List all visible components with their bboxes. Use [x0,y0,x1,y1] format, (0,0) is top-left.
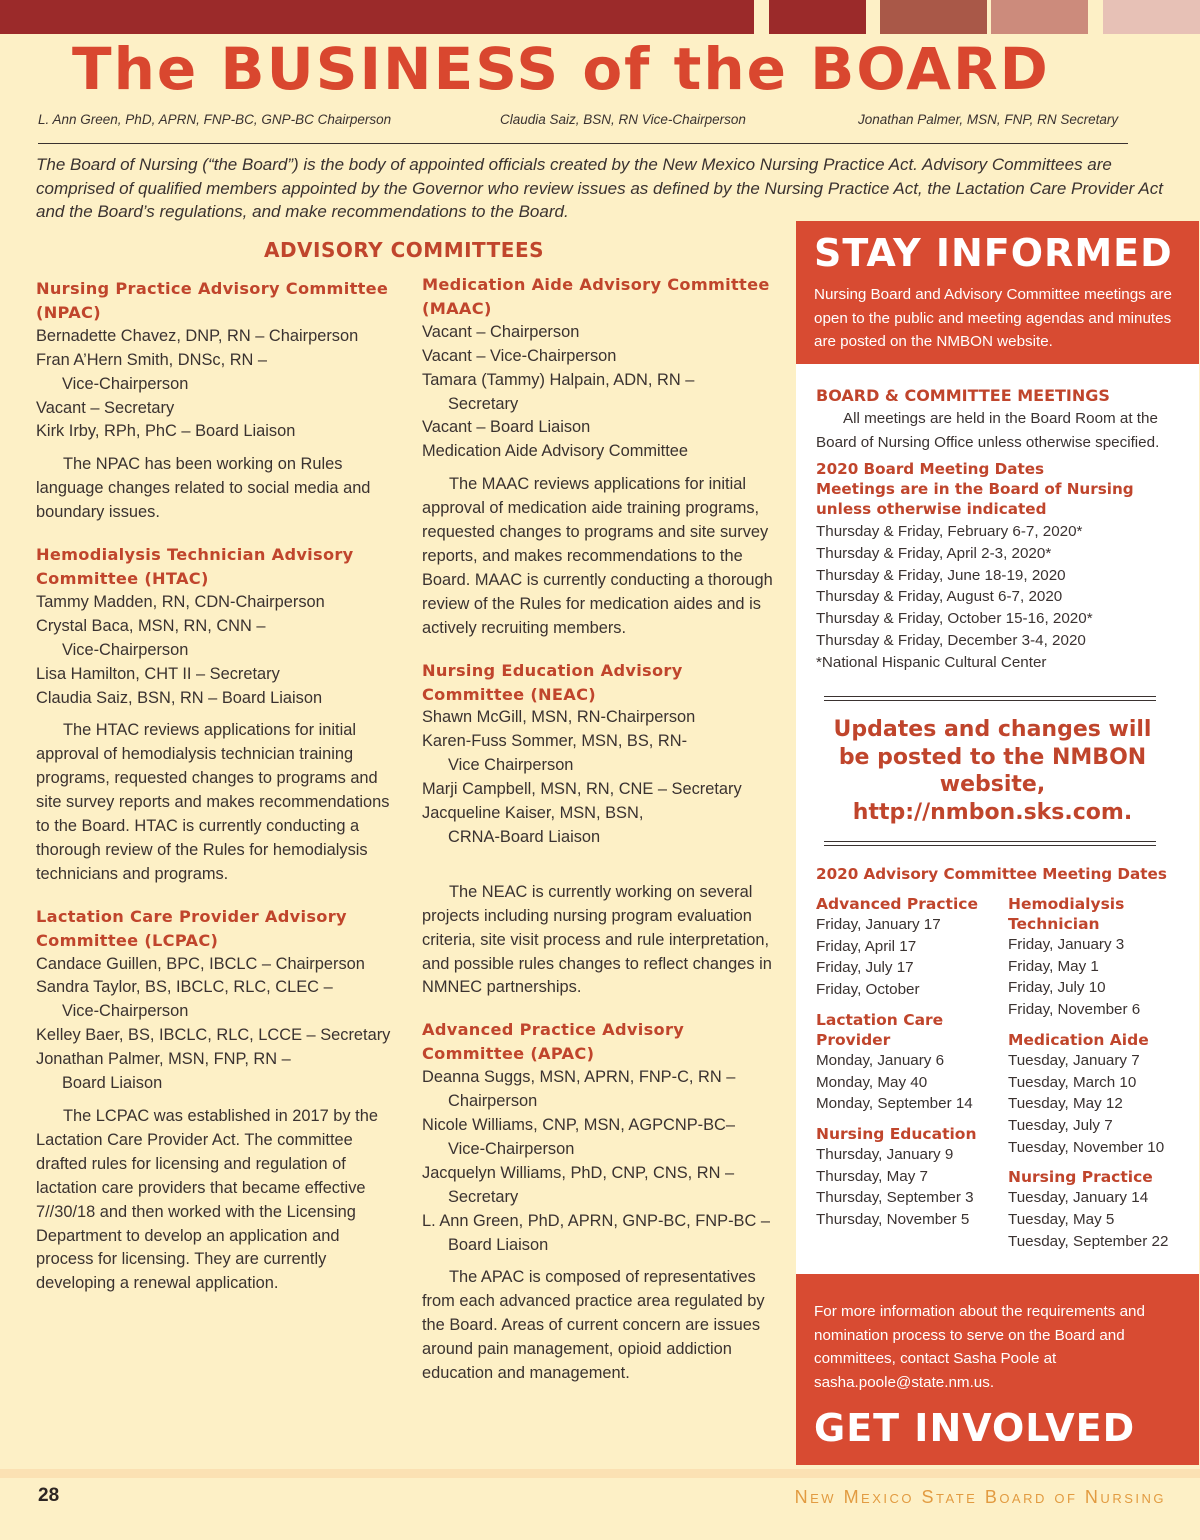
officer-vice-chair: Claudia Saiz, BSN, RN Vice-Chairperson [500,112,746,127]
nursing-practice-date: Tuesday, September 22 [1008,1232,1169,1250]
header-divider [38,143,1128,144]
htac-member: Tammy Madden, RN, CDN-Chairperson [36,592,325,611]
board-date: Thursday & Friday, August 6-7, 2020 [816,588,1063,606]
advisory-dates-heading: 2020 Advisory Committee Meeting Dates [816,865,1167,883]
nursing-education-dates [816,1124,996,1231]
medication-aide-date: Tuesday, January 7 [1008,1051,1140,1069]
get-involved-box [796,1274,1199,1465]
nursing-education-date: Thursday, November 5 [816,1211,970,1229]
nursing-practice-date: Tuesday, January 14 [1008,1189,1149,1207]
officer-secretary: Jonathan Palmer, MSN, FNP, RN Secretary [858,112,1119,127]
advanced-practice-date: Friday, October [816,981,920,999]
medication-aide-title: Medication Aide [1008,1030,1149,1049]
maac-member: Vacant – Vice-Chairperson [422,346,617,365]
hemodialysis-date: Friday, January 3 [1008,936,1125,953]
medication-aide-dates [1008,1030,1188,1159]
advanced-practice-date: Friday, April 17 [816,937,917,955]
hemodialysis-date: Friday, May 1 [1008,957,1099,975]
npac-member: Kirk Irby, RPh, PhC – Board Liaison [36,422,296,441]
maac-description: The MAAC reviews applications for initial approval of medication aide training programs, requested changes to programs and site survey reports, and makes recommendations to the Board. MAAC is currently conducting a thorough review of the Rules for medication aides and is actively recruiting members. [422,475,773,637]
htac-member: Crystal Baca, MSN, RN, CNN – [36,616,266,635]
advanced-practice-date: Friday, January 17 [816,916,941,933]
hemodialysis-date: Friday, November 6 [1008,1001,1141,1019]
nursing-practice-date: Tuesday, May 5 [1008,1211,1115,1229]
maac-title: Medication Aide Advisory Committee (MAAC) [422,275,770,318]
advanced-practice-title: Advanced Practice [816,895,978,913]
npac-title: Nursing Practice Advisory Committee (NPAC) [36,279,389,322]
meetings-heading: BOARD & COMMITTEE MEETINGS [816,386,1110,405]
lactation-date: Monday, September 14 [816,1095,973,1113]
npac-member: Vice-Chairperson [62,374,189,393]
officer-chair: L. Ann Green, PhD, APRN, FNP-BC, GNP-BC Chairperson [38,112,392,127]
advanced-practice-dates [816,894,996,1001]
maac-member: Vacant – Chairperson [422,322,580,341]
apac-member: Vice-Chairperson [448,1139,575,1158]
advanced-practice-date: Friday, July 17 [816,959,914,977]
apac-member: Nicole Williams, CNP, MSN, AGPCNP-BC– [422,1116,735,1134]
page-number: 28 [38,1485,60,1506]
meetings-text: All meetings are held in the Board Room at the Board of Nursing Office unless otherwise specified. [816,410,1160,451]
board-date: Thursday & Friday, October 15-16, 2020* [816,610,1093,628]
apac-member: L. Ann Green, PhD, APRN, GNP-BC, FNP-BC – [422,1211,770,1230]
footer-strip [0,1469,1200,1478]
maac-member: Secretary [448,394,519,413]
apac-member: Chairperson [448,1092,538,1111]
nursing-practice-title: Nursing Practice [1008,1168,1153,1187]
get-involved-heading: GET INVOLVED [814,1406,1136,1450]
lcpac-member: Sandra Taylor, BS, IBCLC, RLC, CLEC – [36,978,333,997]
nursing-practice-dates [1008,1167,1188,1252]
apac-member: Deanna Suggs, MSN, APRN, FNP-C, RN – [422,1068,736,1087]
neac-member: Vice Chairperson [448,756,574,775]
advisory-dates-left-column [816,894,996,1240]
htac-title: Hemodialysis Technician Advisory Committee (HTAC) [36,545,354,588]
medication-aide-date: Tuesday, March 10 [1008,1073,1137,1091]
divider-double-rule [824,696,1156,701]
board-date-footnote: *National Hispanic Cultural Center [816,653,1047,671]
hemodialysis-title: Hemodialysis Technician [1008,895,1125,933]
lcpac-member: Jonathan Palmer, MSN, FNP, RN – [36,1050,291,1069]
lcpac-member: Candace Guillen, BPC, IBCLC – Chairperson [36,954,365,973]
board-date: Thursday & Friday, June 18-19, 2020 [816,566,1066,584]
lactation-title: Lactation Care Provider [816,1010,944,1049]
column-middle [422,273,778,1386]
lcpac-description: The LCPAC was established in 2017 by the Lactation Care Provider Act. The committee drafted rules for licensing and regulation of lactation care providers that became effective 7//30/18 and then worked with the Licensing Department to develop an application and process for licensing. They are currently developing a renewal application. [36,1107,378,1293]
lcpac-title: Lactation Care Provider Advisory Committee (LCPAC) [36,906,347,950]
lactation-date: Monday, January 6 [816,1051,945,1069]
medication-aide-date: Tuesday, May 12 [1008,1095,1123,1113]
header-bar-4 [991,0,1088,34]
board-date: Thursday & Friday, April 2-3, 2020* [816,544,1052,562]
neac-member: CRNA-Board Liaison [448,827,601,846]
neac-member: Karen-Fuss Sommer, MSN, BS, RN- [422,732,688,751]
header-bar-2 [769,0,866,34]
apac-title: Advanced Practice Advisory Committee (APAC) [422,1020,685,1064]
nursing-education-date: Thursday, May 7 [816,1167,928,1185]
board-date: Thursday & Friday, December 3-4, 2020 [816,631,1086,649]
intro-paragraph: The Board of Nursing (“the Board”) is the body of appointed officials created by the New Mexico Nursing Practice Act. Advisory Committees are comprised of qualified members appointed by the Governor who review issues as defined by the Nursing Practice Act, the Lactation Care Provider Act and the Board’s regulations, and make recommendations to the Board. [36,155,1163,222]
medication-aide-date: Tuesday, November 10 [1008,1138,1165,1156]
board-meetings-section [816,386,1176,674]
stay-informed-text: Nursing Board and Advisory Committee meetings are open to the public and meeting agendas and minutes are posted on the NMBON website. [814,286,1172,350]
column-left [36,277,396,1296]
htac-member: Lisa Hamilton, CHT II – Secretary [36,664,280,683]
advisory-committees-heading: ADVISORY COMMITTEES [263,238,545,262]
npac-member: Vacant – Secretary [36,398,175,417]
get-involved-text: For more information about the requirements and nomination process to serve on the Board and committees, contact Sasha Poole at sasha.poole@state.nm.us. [814,1303,1145,1391]
apac-member: Secretary [448,1187,519,1206]
maac-member: Medication Aide Advisory Committee [422,442,689,461]
publication-name: New Mexico State Board of Nursing [794,1487,1166,1507]
hemodialysis-date: Friday, July 10 [1008,979,1106,997]
npac-description: The NPAC has been working on Rules language changes related to social media and boundary issues. [36,455,371,522]
nursing-education-date: Thursday, September 3 [816,1189,974,1207]
board-dates-subheading: Meetings are in the Board of Nursing unless otherwise indicated [816,480,1134,518]
neac-member: Marji Campbell, MSN, RN, CNE – Secretary [422,780,742,799]
divider-double-rule [824,841,1156,846]
board-dates-heading: 2020 Board Meeting Dates [816,460,1045,478]
sidebar [796,221,1199,1465]
stay-informed-heading: STAY INFORMED [814,231,1173,275]
lactation-date: Monday, May 40 [816,1073,928,1091]
header-bar-5 [1103,0,1200,34]
nursing-education-title: Nursing Education [816,1124,977,1143]
npac-member: Bernadette Chavez, DNP, RN – Chairperson [36,326,359,345]
apac-member: Board Liaison [448,1235,549,1254]
lcpac-member: Kelley Baer, BS, IBCLC, RLC, LCCE – Secretary [36,1026,391,1045]
npac-member: Fran A’Hern Smith, DNSc, RN – [36,350,268,369]
neac-description: The NEAC is currently working on several projects including nursing program evaluation criteria, site visit process and rule interpretation, and possible rules changes to reflect changes in NMNEC partnerships. [422,882,772,997]
apac-member: Jacquelyn Williams, PhD, CNP, CNS, RN – [422,1163,735,1182]
nursing-education-date: Thursday, January 9 [816,1145,954,1163]
page-title: The BUSINESS of the BOARD [72,35,1050,103]
maac-member: Vacant – Board Liaison [422,418,591,437]
lactation-dates [816,1010,996,1115]
hemodialysis-dates [1008,894,1188,1021]
neac-member: Shawn McGill, MSN, RN-Chairperson [422,708,696,727]
neac-member: Jacqueline Kaiser, MSN, BSN, [422,804,644,823]
maac-member: Tamara (Tammy) Halpain, ADN, RN – [422,370,695,389]
stay-informed-box [796,221,1199,364]
board-date: Thursday & Friday, February 6-7, 2020* [816,523,1083,540]
apac-description: The APAC is composed of representatives from each advanced practice area regulated by the Board. Areas of current concern are issues around pain management, opioid addiction education and management. [422,1268,765,1383]
updates-notice: Updates and changes will be posted to the NMBON website, http://nmbon.sks.com. [833,717,1152,825]
htac-member: Claudia Saiz, BSN, RN – Board Liaison [36,688,323,707]
htac-member: Vice-Chairperson [62,640,189,659]
advisory-dates-right-column [1008,894,1188,1261]
neac-title: Nursing Education Advisory Committee (NEAC) [422,660,683,704]
lcpac-member: Vice-Chairperson [62,1002,189,1021]
htac-description: The HTAC reviews applications for initial approval of hemodialysis technician training programs, requested changes to programs and site survey reports and makes recommendations to the Board. HTAC is currently conducting a thorough review of the Rules for hemodialysis technicians and programs. [36,721,390,883]
header-bar-1 [0,0,754,34]
medication-aide-date: Tuesday, July 7 [1008,1116,1113,1134]
lcpac-member: Board Liaison [62,1074,163,1093]
header-bar-3 [880,0,987,34]
